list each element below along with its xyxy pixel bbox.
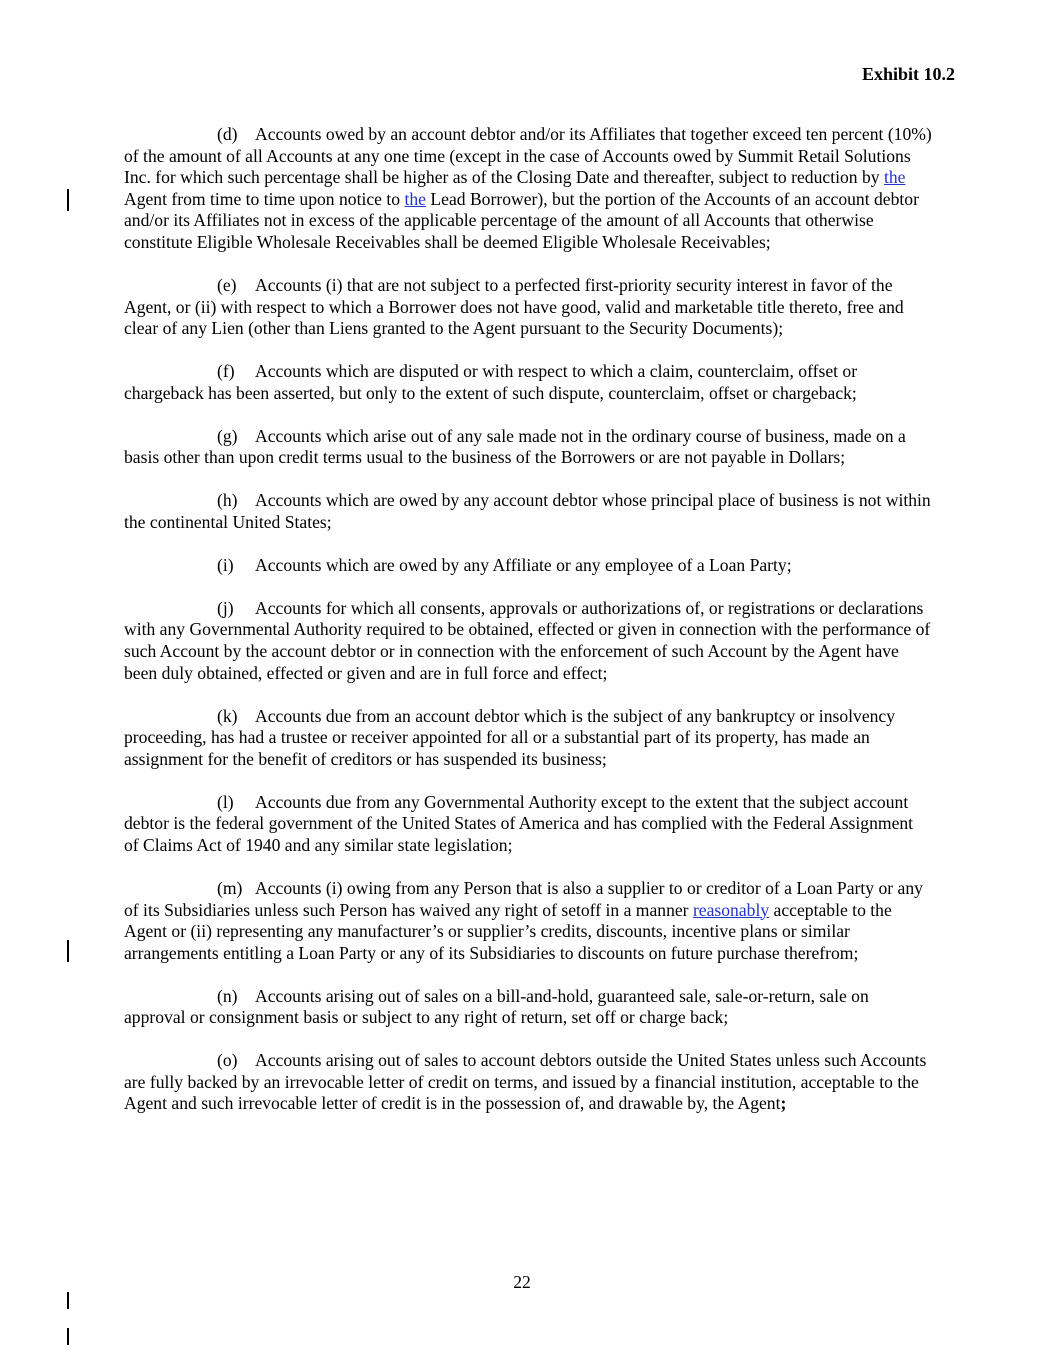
change-bar [67,189,69,211]
clause-text: Accounts which arise out of any sale made not in the ordinary course of business, made on a basis other than upon credit terms usual to the business of the Borrowers or are not payable in Dollars; [124,425,906,468]
change-bar [67,1328,69,1345]
clause-text: Accounts due from an account debtor which is the subject of any bankruptcy or insolvency proceeding, has had a trustee or receiver appointed for all or a substantial part of its property, has made an assignment for the benefit of creditors or has suspended its business; [124,705,896,769]
clause-i [124,555,932,577]
clause-text: Accounts due from any Governmental Authority except to the extent that the subject account debtor is the federal government of the United States of America and has complied with the Federal Assignment of Claims Act of 1940 and any similar state legislation; [124,791,914,855]
clause-j [124,598,932,684]
clause-m [124,878,932,964]
clause-g [124,426,932,469]
clause-text: Accounts which are owed by any account debtor whose principal place of business is not within the continental United States; [124,490,931,532]
exhibit-label: Exhibit 10.2 [861,64,955,84]
clause-text: acceptable to the Agent or (ii) representing any manufacturer’s or supplier’s credits, discounts, incentive plans or similar arrangements entitling a Loan Party or any of its Subsidiaries to discounts on future purchase therefrom; [124,899,892,963]
clause-d [124,124,932,254]
clause-label: (l) [217,791,234,812]
clause-text: Accounts arising out of sales on a bill-and-hold, guaranteed sale, sale-or-return, sale on approval or consignment basis or subject to any right of return, set off or charge back; [124,985,869,1028]
clause-label: (n) [217,985,238,1006]
clause-label: (g) [217,425,238,446]
clause-label: (d) [217,124,238,144]
tracked-change-link[interactable]: reasonably [692,899,770,920]
clause-label: (m) [217,877,243,898]
clause-k [124,706,932,771]
clause-e [124,275,932,340]
clause-n [124,986,932,1029]
clause-label: (j) [217,597,234,618]
change-bar [67,940,69,962]
clause-text: Accounts (i) owing from any Person that is also a supplier to or creditor of a Loan Party or any of its Subsidiaries unless such Person has waived any right of setoff in a manner [124,877,923,920]
change-bar [67,1292,69,1309]
clause-text: Lead Borrower), but the portion of the Accounts of an account debtor and/or its Affiliates not in excess of the applicable percentage of the amount of all Accounts that otherwise constitute Eligible Wholesale Receivables shall be deemed Eligible Wholesale Receivables; [124,188,919,252]
clause-text: Accounts owed by an account debtor and/or its Affiliates that together exceed ten percent (10%) of the amount of all Accounts at any one time (except in the case of Accounts owed by Summit Retail Solutions Inc. for which such percentage shall be higher as of the Closing Date and thereafter, subject to reduction by [124,124,932,188]
clause-label: (o) [217,1050,238,1071]
clause-text: Accounts which are owed by any Affiliate or any employee of a Loan Party; [255,554,792,575]
clause-f [124,361,932,404]
clause-text: Agent from time to time upon notice to [124,188,405,209]
clause-l [124,792,932,857]
clause-text: Accounts for which all consents, approvals or authorizations of, or registrations or declarations with any Governmental Authority required to be obtained, effected or given in connection with the performance of such Account by the account debtor or in connection with the enforcement of such Account by the Agent have been duly obtained, effected or given and are in full force and effect; [124,597,931,683]
clause-label: (h) [217,490,238,511]
clause-text: Accounts which are disputed or with respect to which a claim, counterclaim, offset or chargeback has been asserted, but only to the extent of such dispute, counterclaim, offset or chargeback; [124,361,858,403]
clause-label: (f) [217,361,235,382]
clause-text: Accounts (i) that are not subject to a perfected first-priority security interest in favor of the Agent, or (ii) with respect to which a Borrower does not have good, valid and marketable title thereto, free and clear of any Lien (other than Liens granted to the Agent pursuant to the Security Documents); [124,274,904,339]
clause-terminator: ; [780,1093,787,1114]
clause-label: (i) [217,554,234,575]
clause-label: (e) [217,274,237,295]
page-number: 22 [513,1272,531,1292]
clause-text-end: Agent [737,1093,781,1114]
tracked-change-link[interactable]: the [883,167,906,188]
clause-label: (k) [217,705,238,726]
clause-h [124,490,932,533]
clause-text: Accounts arising out of sales to account debtors outside the United States unless such Accounts are fully backed by an irrevocable letter of credit on terms, and issued by a financial institution, acceptable to the Agent and such irrevocable letter of credit is in the possession of, and drawable by, the [124,1050,927,1114]
tracked-change-link[interactable]: the [404,188,426,209]
document-body [124,124,932,1136]
clause-o [124,1050,932,1115]
